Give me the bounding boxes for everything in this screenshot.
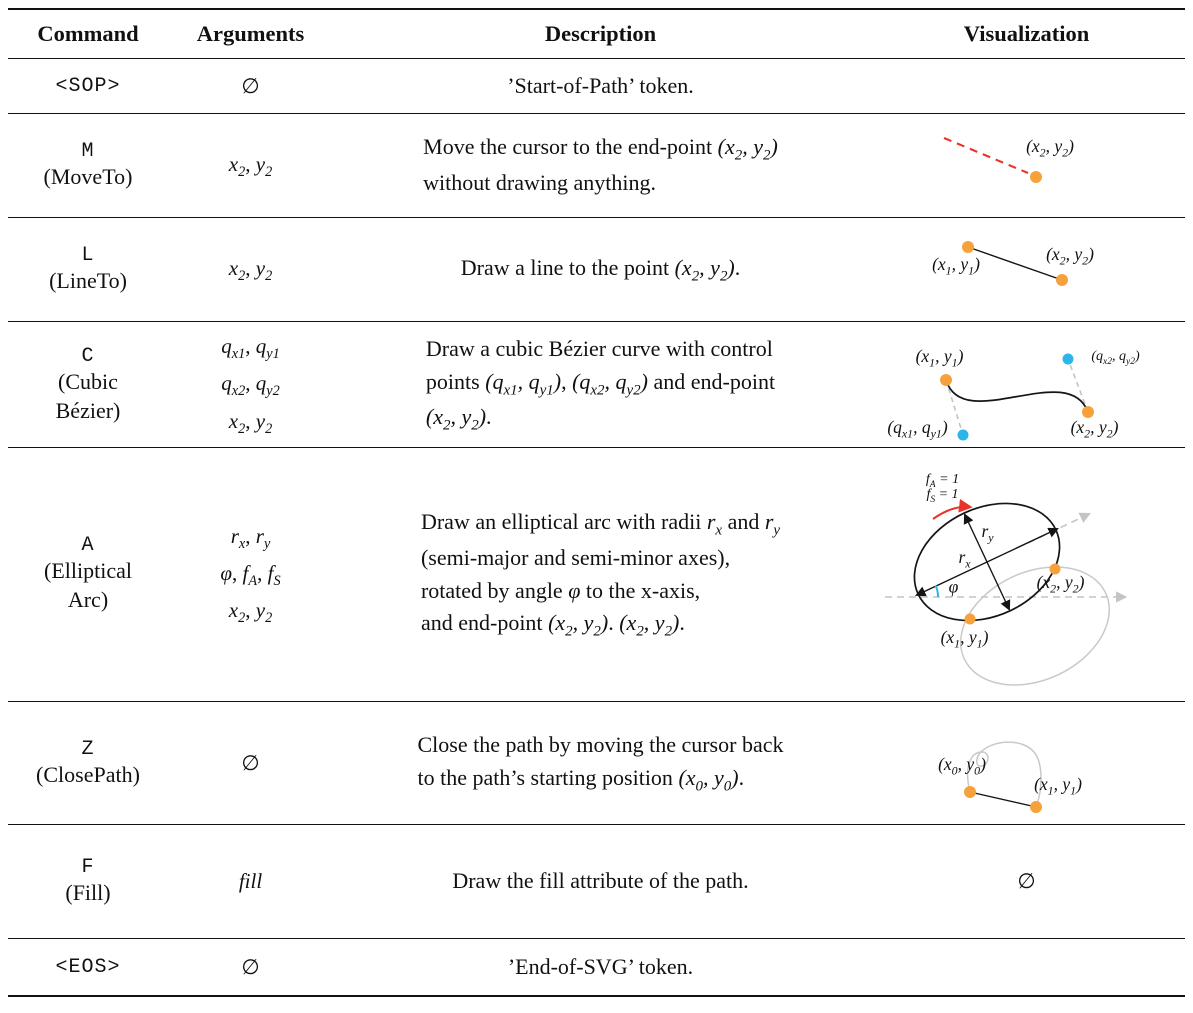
header-visualization: Visualization <box>963 21 1090 46</box>
arguments-cell <box>168 939 333 995</box>
command-cell <box>8 59 168 113</box>
start-point-dot <box>962 241 974 253</box>
argument: $x_2$, $y_2$ <box>228 408 273 437</box>
arguments-cell <box>168 218 333 322</box>
argument: fill <box>238 869 263 894</box>
description-cell <box>333 825 868 938</box>
header-arguments: Arguments <box>196 21 305 46</box>
command-name: (LineTo) <box>49 268 127 294</box>
header-command: Command <box>37 21 139 46</box>
command-code: C <box>81 344 95 368</box>
point-label-start: ($x_0$, $y_0$) <box>938 753 986 778</box>
arguments-cell <box>168 448 333 701</box>
table-row-lineto <box>8 218 1185 322</box>
point-label-end: ($x_2$, $y_2$) <box>1026 135 1074 159</box>
description-text: ’Start-of-Path’ token. <box>507 72 694 98</box>
empty-set-symbol: ∅ <box>1017 869 1036 893</box>
visualization-cell <box>868 322 1185 448</box>
visualization-cell <box>868 59 1185 113</box>
table-row-eos <box>8 939 1185 995</box>
closing-segment <box>970 792 1036 807</box>
control-handle-1 <box>946 380 963 435</box>
visualization-cell <box>868 702 1185 825</box>
arguments-cell <box>168 59 333 113</box>
closepath-visualization <box>870 702 1183 825</box>
command-code: <SOP> <box>55 74 121 98</box>
ry-label: $r_y$ <box>981 520 994 544</box>
svg-commands-table <box>8 8 1185 997</box>
cubic-bezier-visualization <box>872 322 1182 448</box>
command-name: (Cubic Bézier) <box>55 368 121 423</box>
flag-label-fs: $f_S = 1$ <box>926 486 959 505</box>
arguments-cell <box>168 322 333 448</box>
command-name: (Elliptical Arc) <box>44 558 132 612</box>
lineto-diagram <box>878 218 1175 322</box>
closepath-diagram <box>870 702 1183 825</box>
description-cell <box>333 218 868 322</box>
visualization-cell <box>868 939 1185 995</box>
moveto-visualization <box>878 116 1175 216</box>
dashed-move-line <box>944 138 1028 173</box>
visualization-cell <box>868 218 1185 322</box>
description-text: Draw a line to the point ($x_2$, $y_2$). <box>460 255 741 285</box>
command-cell <box>8 939 168 995</box>
argument: $x_2$, $y_2$ <box>228 151 273 181</box>
command-cell <box>8 114 168 217</box>
point-label-end: ($x_2$, $y_2$) <box>1036 571 1085 595</box>
command-cell <box>8 702 168 825</box>
argument: ∅ <box>241 954 260 979</box>
point-label-start: ($x_1$, $y_1$) <box>932 253 980 278</box>
description-cell <box>333 702 868 825</box>
argument: $r_x$, $r_y$ <box>230 523 271 552</box>
table-row-fill <box>8 825 1185 939</box>
command-name: (ClosePath) <box>36 761 140 787</box>
current-point-dot <box>1030 801 1042 813</box>
control-handle-2 <box>1068 359 1088 412</box>
argument: $q_{x1}$, $q_{y1}$ <box>221 334 280 363</box>
point-label-end: ($x_1$, $y_1$) <box>1034 773 1082 798</box>
point-label-start: ($x_1$, $y_1$) <box>940 626 989 650</box>
command-cell <box>8 322 168 448</box>
point-label-start: ($x_1$, $y_1$) <box>915 345 964 370</box>
argument: $q_{x2}$, $q_{y2}$ <box>221 371 280 400</box>
point-label-end: ($x_2$, $y_2$) <box>1070 416 1119 441</box>
bezier-curve <box>946 380 1088 412</box>
table-header-row <box>8 10 1185 59</box>
command-name: (Fill) <box>65 879 111 905</box>
header-description: Description <box>544 21 657 46</box>
argument: $x_2$, $y_2$ <box>228 256 273 285</box>
command-code: Z <box>81 737 95 761</box>
command-name: (MoveTo) <box>43 163 133 189</box>
arguments-cell <box>168 114 333 217</box>
table-row-moveto <box>8 114 1185 218</box>
elliptical-arc-diagram <box>877 450 1177 700</box>
moveto-diagram <box>878 116 1175 216</box>
control-point-2-dot <box>1062 354 1073 365</box>
start-point-dot <box>964 613 975 624</box>
description-cell <box>333 59 868 113</box>
start-point-dot <box>940 374 952 386</box>
argument: ∅ <box>241 73 260 98</box>
argument: ∅ <box>241 751 260 776</box>
phi-label: φ <box>948 576 959 596</box>
description-cell <box>333 448 868 701</box>
description-cell <box>333 322 868 448</box>
control-point-1-dot <box>957 430 968 441</box>
visualization-cell <box>868 114 1185 217</box>
elliptical-arc-visualization <box>877 450 1177 700</box>
table-row-sop <box>8 59 1185 114</box>
arguments-cell <box>168 825 333 938</box>
command-code: F <box>81 855 95 879</box>
command-code: L <box>81 244 95 268</box>
control-label-1: ($q_{x1}$, $q_{y1}$) <box>887 416 948 441</box>
path-start-dot <box>964 786 976 798</box>
argument: $x_2$, $y_2$ <box>228 598 273 627</box>
rx-label: $r_x$ <box>958 546 971 570</box>
command-cell <box>8 448 168 701</box>
visualization-cell <box>868 448 1185 701</box>
end-point-dot <box>1056 274 1068 286</box>
description-text: Draw the fill attribute of the path. <box>452 868 749 894</box>
description-cell <box>333 939 868 995</box>
flag-label-fa: $f_A = 1$ <box>925 471 960 490</box>
argument: φ, $f_A$, $f_S$ <box>220 560 281 590</box>
arguments-cell <box>168 702 333 825</box>
command-code: A <box>81 534 95 558</box>
table-row-cubic-bezier <box>8 322 1185 448</box>
description-text: Close the path by moving the cursor back to the path’s starting position ($x_0$, $y_0$). <box>417 732 784 795</box>
lineto-visualization <box>878 218 1175 322</box>
description-text: ’End-of-SVG’ token. <box>507 953 694 979</box>
point-label-end: ($x_2$, $y_2$) <box>1046 243 1094 268</box>
description-cell <box>333 114 868 217</box>
phi-angle-arc <box>935 585 937 597</box>
command-cell <box>8 825 168 938</box>
command-code: <EOS> <box>55 955 121 979</box>
command-code: M <box>81 139 95 163</box>
end-point-dot <box>1030 171 1042 183</box>
description-text: Draw a cubic Bézier curve with control points ($q_{x1}$, $q_{y1}$), ($q_{x2}$, $q_{y2}$) and end-point ($x_2$, $y_2$). <box>425 336 776 434</box>
description-text: Draw an elliptical arc with radii $r_x$ and $r_y$ (semi-major and semi-minor axes), rotated by angle φ to the x-axis, and end-point ($x_2$, $y_2$). ($x_2$, $y_2$). <box>420 509 781 640</box>
control-label-2: ($q_{x2}$, $q_{y2}$) <box>1091 349 1140 367</box>
command-cell <box>8 218 168 322</box>
visualization-cell <box>868 825 1185 938</box>
table-row-closepath <box>8 702 1185 825</box>
table-row-elliptical-arc <box>8 448 1185 702</box>
description-text: Move the cursor to the end-point ($x_2$, $y_2$) without drawing anything. <box>423 134 778 195</box>
